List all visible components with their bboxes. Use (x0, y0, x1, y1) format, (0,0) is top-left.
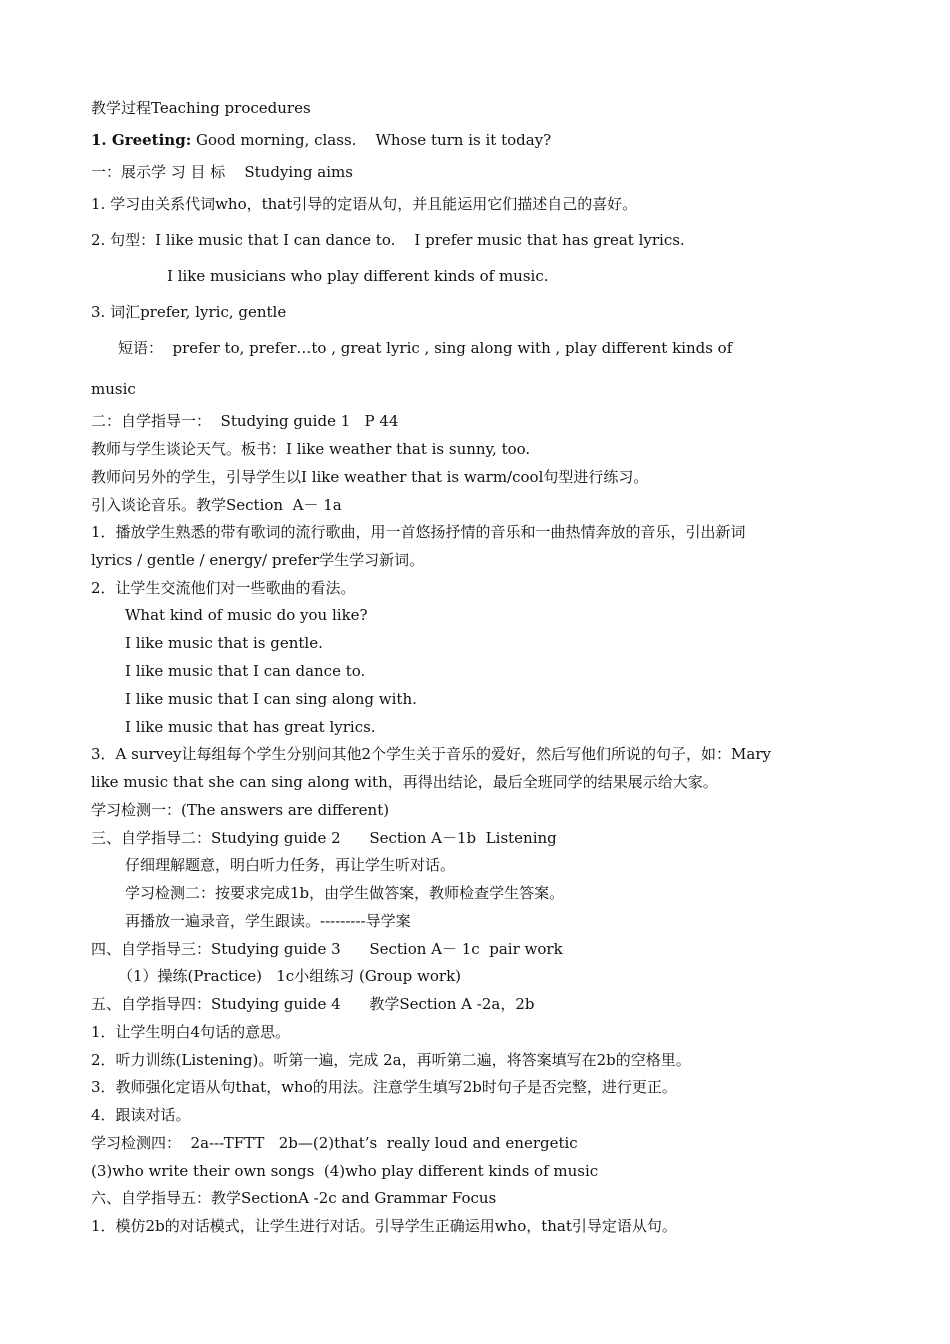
aim-item: 2. 句型：I like music that I can dance to. I prefer music that has great lyrics. (91, 231, 685, 249)
guide5-heading: 六、自学指导五：教学SectionA -2c and Grammar Focus (91, 1189, 497, 1207)
guide4-line: 2．听力训练(Listening)。听第一遍，完成 2a，再听第二遍，将答案填写在2b的空格里。 (91, 1051, 691, 1069)
guide5-line: 1．模仿2b的对话模式，让学生进行对话。引导学生正确运用who，that引导定语从句。 (91, 1217, 677, 1235)
greeting-text: Good morning, class. Whose turn is it today? (191, 131, 552, 149)
guide1-heading: 二：自学指导一： Studying guide 1 P 44 (91, 412, 399, 430)
guide4-line: 1．让学生明白4句话的意思。 (91, 1023, 291, 1041)
aims-heading: 一：展示学 习 目 标 Studying aims (91, 163, 353, 181)
guide4-line: 4．跟读对话。 (91, 1106, 191, 1124)
guide4-line: 3．教师强化定语从句that，who的用法。注意学生填写2b时句子是否完整，进行更正。 (91, 1078, 677, 1096)
guide1-line: 2．让学生交流他们对一些歌曲的看法。 (91, 579, 356, 597)
greeting-line (91, 131, 551, 149)
guide1-line: 引入谈论音乐。教学Section A－ 1a (91, 496, 342, 514)
guide3-heading: 四、自学指导三：Studying guide 3 Section A－ 1c pair work (91, 940, 563, 958)
check-one: 学习检测一：(The answers are different) (91, 801, 390, 819)
example-sentence: I like music that I can sing along with. (125, 690, 417, 708)
aim-item: 短语： prefer to, prefer…to , great lyric , sing along with , play different kinds of (118, 339, 733, 357)
guide1-line: lyrics / gentle / energy/ prefer学生学习新词。 (91, 551, 425, 569)
guide4-heading: 五、自学指导四：Studying guide 4 教学Section A -2a，2b (91, 995, 535, 1013)
guide1-line: 教师与学生谈论天气。板书：I like weather that is sunny, too. (91, 440, 531, 458)
example-sentence: What kind of music do you like? (125, 606, 368, 624)
guide2-line: 仔细理解题意，明白听力任务，再让学生听对话。 (125, 856, 456, 874)
example-sentence: I like music that has great lyrics. (125, 718, 376, 736)
aim-item: I like musicians who play different kinds of music. (167, 267, 549, 285)
guide1-line: 教师问另外的学生，引导学生以I like weather that is warm/cool句型进行练习。 (91, 468, 649, 486)
guide2-line: 再播放一遍录音，学生跟读。---------导学案 (125, 912, 411, 930)
example-sentence: I like music that is gentle. (125, 634, 323, 652)
aim-item: 1. 学习由关系代词who，that引导的定语从句，并且能运用它们描述自己的喜好。 (91, 195, 638, 213)
check-four: 学习检测四： 2a---TFTT 2b—(2)that’s really loud and energetic (91, 1134, 578, 1152)
guide1-line: 1．播放学生熟悉的带有歌词的流行歌曲，用一首悠扬抒情的音乐和一曲热情奔放的音乐，引出新词 (91, 523, 746, 541)
aim-item: 3. 词汇prefer, lyric, gentle (91, 303, 287, 321)
survey-line: like music that she can sing along with，再得出结论，最后全班同学的结果展示给大家。 (91, 773, 718, 791)
greeting-label: 1. Greeting: (91, 131, 192, 149)
guide2-heading: 三、自学指导二：Studying guide 2 Section A－1b Listening (91, 829, 557, 847)
example-sentence: I like music that I can dance to. (125, 662, 366, 680)
survey-line: 3．A survey让每组每个学生分别问其他2个学生关于音乐的爱好，然后写他们所说的句子，如：Mary (91, 745, 771, 763)
check-four: (3)who write their own songs (4)who play different kinds of music (91, 1162, 599, 1180)
guide3-line: （1）操练(Practice) 1c小组练习 (Group work) (118, 967, 462, 985)
aim-item: music (91, 380, 136, 398)
section-title: 教学过程Teaching procedures (91, 99, 311, 117)
guide2-line: 学习检测二：按要求完成1b，由学生做答案，教师检查学生答案。 (125, 884, 565, 902)
